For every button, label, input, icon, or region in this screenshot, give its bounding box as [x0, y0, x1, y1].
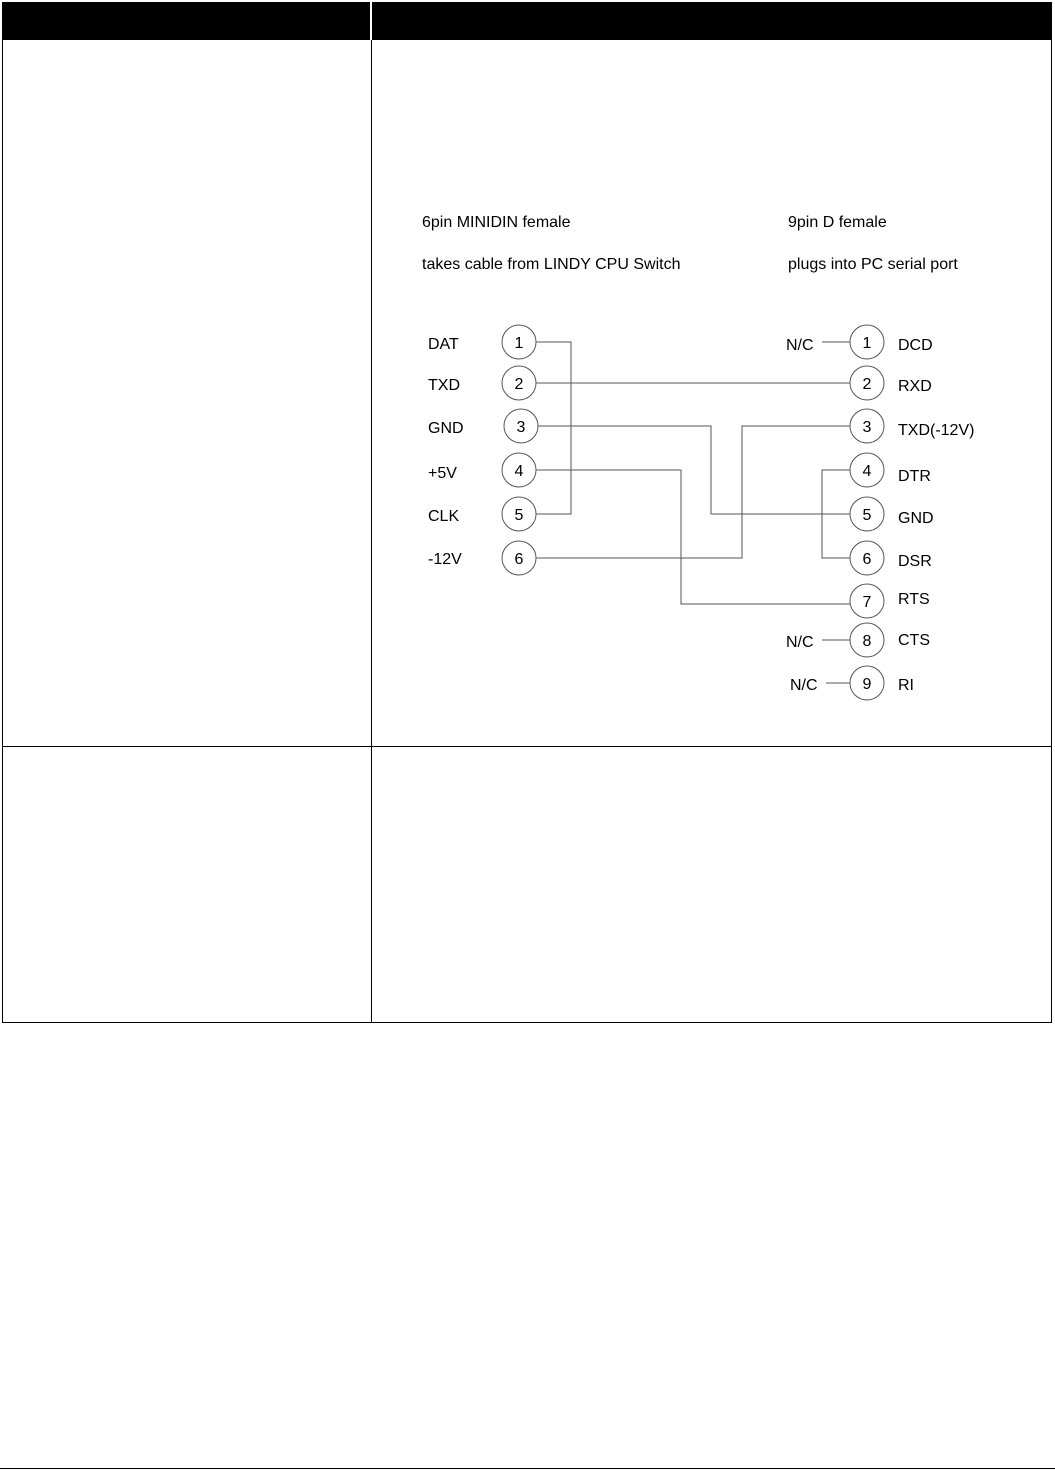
pin-number: 3 — [516, 419, 526, 436]
left-connector-title: 6pin MINIDIN female — [422, 214, 571, 231]
right-pin-label: GND — [898, 510, 934, 527]
left-pin-label: GND — [428, 420, 464, 437]
left-pin-label: CLK — [428, 508, 460, 525]
pin-number: 5 — [514, 507, 524, 524]
pin-number: 9 — [862, 676, 872, 693]
table-row — [2, 747, 1052, 1023]
right-pin-label: DTR — [898, 468, 931, 485]
right-pin-label: DSR — [898, 553, 932, 570]
column-divider — [371, 747, 372, 1022]
pin-number: 6 — [514, 551, 524, 568]
left-pin-label: TXD — [428, 377, 460, 394]
nc-label: N/C — [786, 634, 814, 651]
wire-5v-rts — [536, 470, 850, 604]
right-connector-subtitle: plugs into PC serial port — [788, 256, 958, 273]
right-connector-title: 9pin D female — [788, 214, 887, 231]
pin-number: 2 — [514, 376, 524, 393]
nc-label: N/C — [790, 677, 818, 694]
left-pins — [428, 325, 538, 575]
page-footer-rule — [0, 1468, 1055, 1469]
pin-number: 1 — [862, 335, 872, 352]
pin-number: 7 — [862, 594, 872, 611]
pin-number: 4 — [514, 463, 524, 480]
wiring — [536, 342, 850, 683]
right-pin-label: RTS — [898, 591, 930, 608]
right-pin-label: RI — [898, 677, 914, 694]
wire-dat-clk — [536, 342, 571, 514]
pin-number: 3 — [862, 419, 872, 436]
pin-number: 1 — [514, 335, 524, 352]
left-pin-label: DAT — [428, 336, 459, 353]
left-connector-subtitle: takes cable from LINDY CPU Switch — [422, 256, 681, 273]
pin-number: 5 — [862, 507, 872, 524]
right-pin-label: RXD — [898, 378, 932, 395]
right-pin-label: DCD — [898, 337, 933, 354]
right-pin-label: CTS — [898, 632, 930, 649]
pin-number: 2 — [862, 376, 872, 393]
right-pin-label: TXD(-12V) — [898, 422, 975, 439]
pin-number: 6 — [862, 551, 872, 568]
left-pin-label: +5V — [428, 465, 457, 482]
right-pins — [786, 325, 974, 700]
pin-number: 4 — [862, 463, 872, 480]
pin-number: 8 — [862, 633, 872, 650]
wire-12v-txd — [536, 426, 850, 558]
nc-label: N/C — [786, 337, 814, 354]
left-pin-label: -12V — [428, 551, 462, 568]
